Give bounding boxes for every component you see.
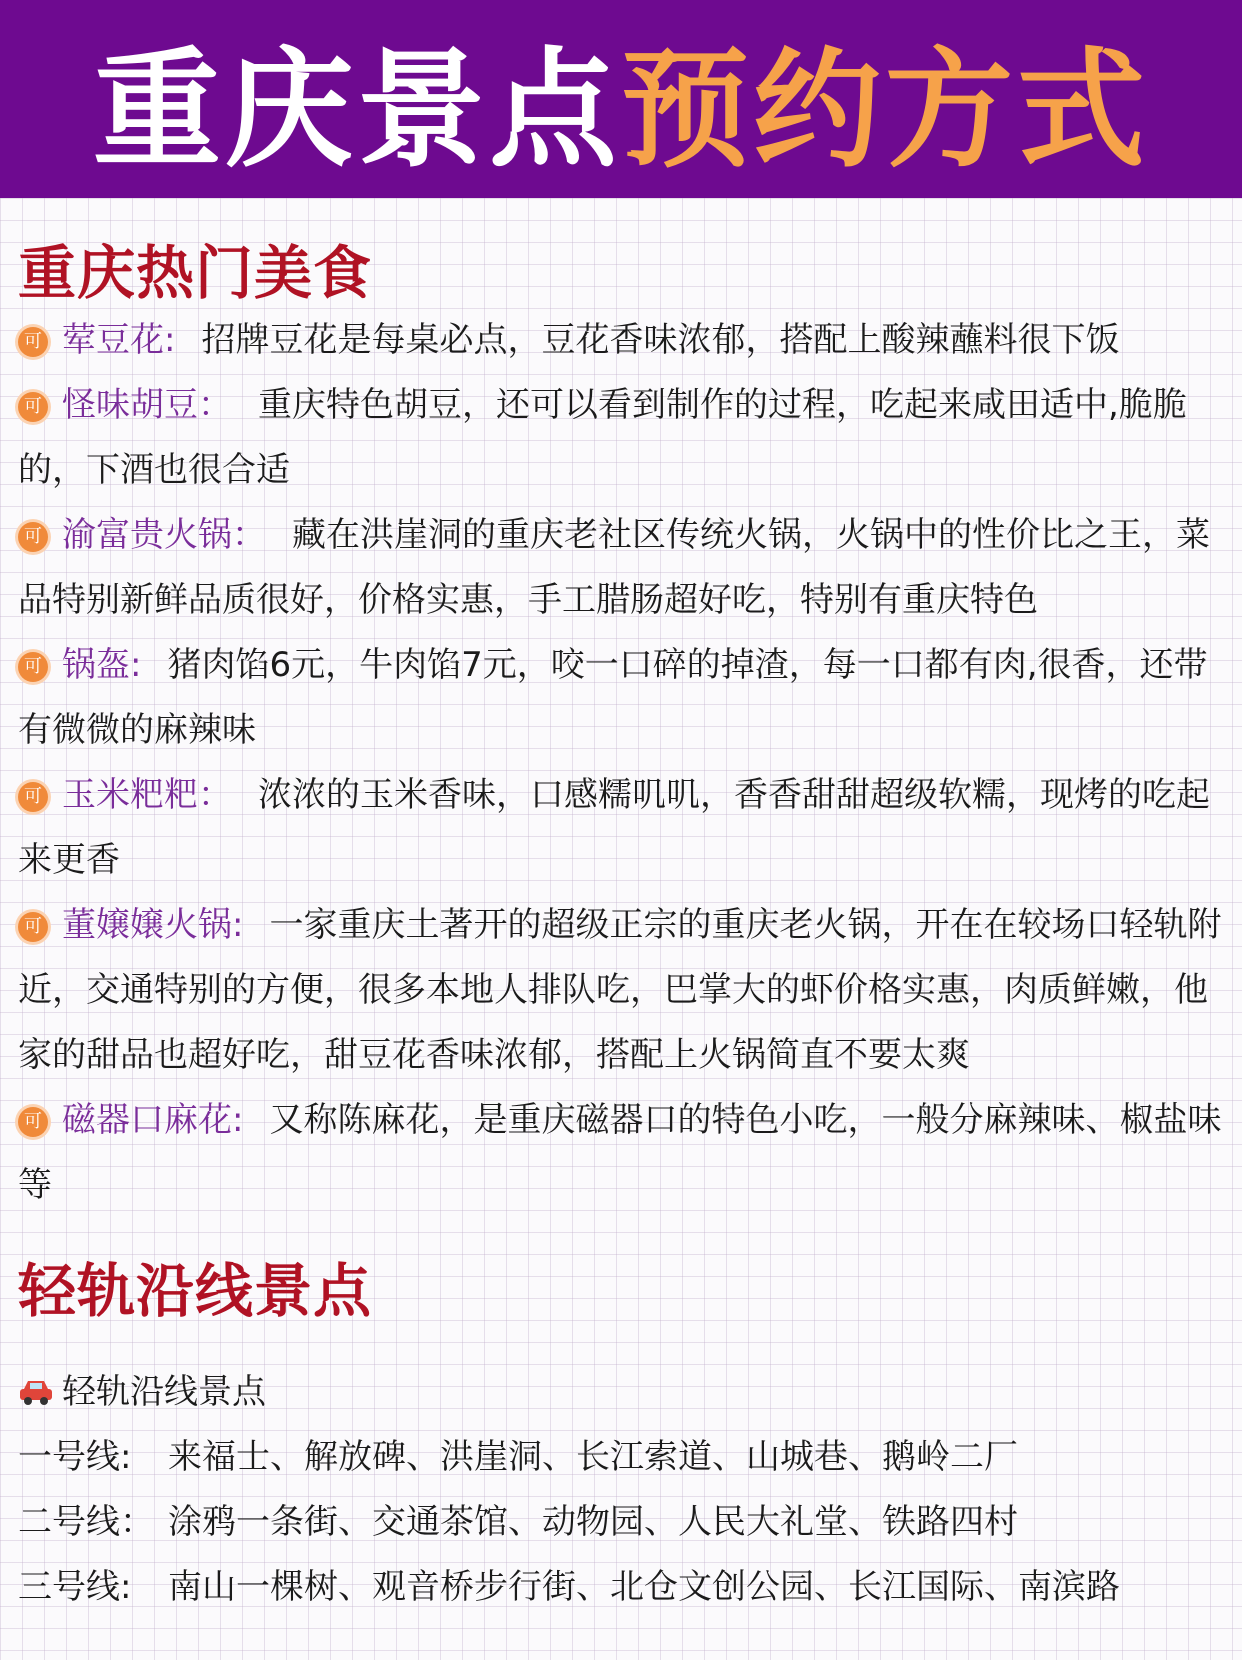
food-desc: 又称陈麻花，是重庆磁器口的特色小吃，一般分麻辣味、椒盐味等 (18, 1100, 1222, 1205)
food-name: 荤豆花: (62, 320, 176, 360)
badge-icon: 可 (18, 782, 48, 812)
metro-heading (18, 1360, 1228, 1425)
metro-heading-text: 轻轨沿线景点 (62, 1372, 266, 1412)
metro-list (18, 1360, 1228, 1620)
title-white-part: 重庆景点 (92, 36, 621, 185)
title-orange-part: 预约方式 (621, 36, 1150, 185)
food-desc: 一家重庆土著开的超级正宗的重庆老火锅，开在在较场口轻轨附近，交通特别的方便，很多本地人排队吃，巴掌大的虾价格实惠，肉质鲜嫩，他家的甜品也超好吃，甜豆花香味浓郁，搭配上火锅简直不要太爽 (18, 905, 1222, 1075)
food-name: 玉米粑粑： (62, 775, 232, 815)
food-item (18, 893, 1228, 1088)
food-name: 锅盔: (62, 645, 142, 685)
food-item (18, 308, 1228, 373)
food-desc: 浓浓的玉米香味，口感糯叽叽，香香甜甜超级软糯，现烤的吃起来更香 (18, 775, 1210, 880)
metro-line-name: 三号线: (18, 1567, 132, 1607)
metro-line-name: 一号线: (18, 1437, 132, 1477)
food-item (18, 633, 1228, 763)
badge-icon: 可 (18, 392, 48, 422)
food-name: 磁器口麻花: (62, 1100, 244, 1140)
food-desc: 招牌豆花是每桌必点，豆花香味浓郁，搭配上酸辣蘸料很下饭 (201, 320, 1120, 360)
metro-line-stops: 涂鸦一条街、交通茶馆、动物园、人民大礼堂、铁路四村 (168, 1502, 1018, 1542)
metro-line-name: 二号线： (18, 1502, 154, 1542)
car-icon (18, 1364, 54, 1394)
food-name: 怪味胡豆： (62, 385, 232, 425)
metro-line-stops: 来福士、解放碑、洪崖洞、长江索道、山城巷、鹅岭二厂 (168, 1437, 1018, 1477)
metro-line-row (18, 1490, 1228, 1555)
metro-line-row (18, 1425, 1228, 1490)
badge-icon: 可 (18, 652, 48, 682)
food-name: 渝富贵火锅： (62, 515, 266, 555)
food-desc: 重庆特色胡豆，还可以看到制作的过程，吃起来咸田适中,脆脆的，下酒也很合适 (18, 385, 1187, 490)
title-banner (0, 0, 1242, 198)
food-item (18, 1088, 1228, 1218)
metro-line-stops: 南山一棵树、观音桥步行街、北仓文创公园、长江国际、南滨路 (168, 1567, 1120, 1607)
metro-line-row (18, 1555, 1228, 1620)
section-title-food: 重庆热门美食 (18, 239, 373, 307)
section-title-metro: 轻轨沿线景点 (18, 1257, 373, 1325)
food-desc: 藏在洪崖洞的重庆老社区传统火锅，火锅中的性价比之王，菜品特别新鲜品质很好，价格实惠，手工腊肠超好吃，特别有重庆特色 (18, 515, 1210, 620)
food-name: 董嬢嬢火锅: (62, 905, 244, 945)
food-desc: 猪肉馅6元，牛肉馅7元，咬一口碎的掉渣，每一口都有肉,很香，还带有微微的麻辣味 (18, 645, 1208, 750)
food-item (18, 763, 1228, 893)
food-list (18, 308, 1228, 1218)
badge-icon: 可 (18, 522, 48, 552)
badge-icon: 可 (18, 327, 48, 357)
badge-icon: 可 (18, 912, 48, 942)
food-item (18, 373, 1228, 503)
page-title (93, 7, 1149, 191)
food-item (18, 503, 1228, 633)
badge-icon: 可 (18, 1107, 48, 1137)
